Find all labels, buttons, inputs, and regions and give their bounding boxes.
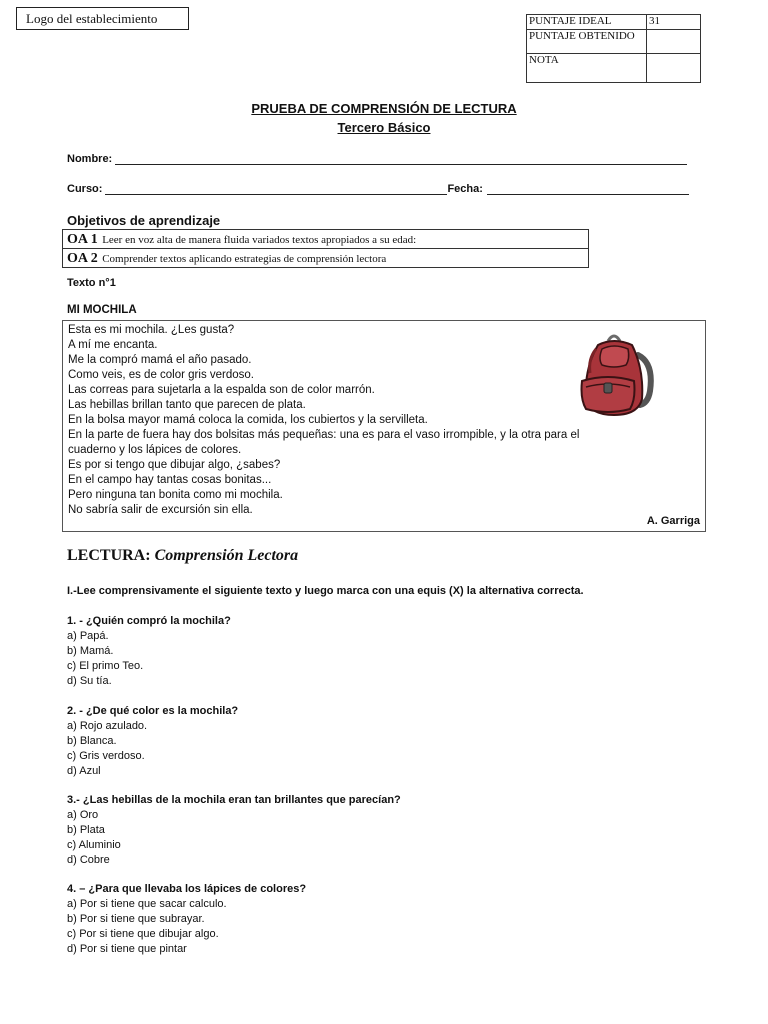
objective-code: OA 1 (67, 232, 98, 247)
obtained-score-label: PUNTAJE OBTENIDO (527, 30, 647, 54)
section-heading (67, 547, 298, 565)
ideal-score-label: PUNTAJE IDEAL (527, 15, 647, 30)
objectives-heading: Objetivos de aprendizaje (67, 213, 221, 228)
text-number: Texto n°1 (67, 277, 116, 289)
backpack-top-pocket (600, 346, 629, 367)
answer-option[interactable]: c) Por si tiene que dibujar algo. (67, 928, 219, 940)
objective-row (63, 230, 589, 249)
question-block (67, 614, 231, 689)
answer-option[interactable]: d) Cobre (67, 854, 110, 866)
course-date-row (67, 183, 689, 195)
backpack-illustration (568, 329, 660, 421)
poem-line: En la parte de fuera hay dos bolsitas más pequeñas: una es para el vaso irrompible, y la otra para el (68, 429, 580, 441)
objective-text: Comprender textos aplicando estrategias de comprensión lectora (102, 253, 387, 265)
instruction: I.-Lee comprensivamente el siguiente texto y luego marca con una equis (X) la alternativa correcta. (67, 585, 584, 597)
name-field-row (67, 153, 687, 165)
poem-line: Pero ninguna tan bonita como mi mochila. (68, 489, 283, 501)
objective-row (63, 249, 589, 268)
poem-line: A mí me encanta. (68, 339, 158, 351)
grade-value[interactable] (647, 54, 701, 83)
backpack-buckle (604, 383, 612, 393)
question-text: 4. – ¿Para que llevaba los lápices de colores? (67, 883, 307, 895)
section-label: LECTURA: (67, 547, 151, 564)
poem-line: En el campo hay tantas cosas bonitas... (68, 474, 272, 486)
ideal-score-value: 31 (647, 15, 701, 30)
answer-option[interactable]: b) Blanca. (67, 735, 117, 747)
course-label: Curso: (67, 183, 103, 195)
answer-option[interactable]: a) Por si tiene que sacar calculo. (67, 898, 227, 910)
page-title: PRUEBA DE COMPRENSIÓN DE LECTURA (251, 101, 517, 116)
question-block (67, 793, 401, 868)
poem-line: Como veis, es de color gris verdoso. (68, 369, 254, 381)
page-subtitle: Tercero Básico (337, 120, 431, 135)
answer-option[interactable]: b) Plata (67, 824, 105, 836)
answer-option[interactable]: d) Su tía. (67, 675, 112, 687)
question-text: 3.- ¿Las hebillas de la mochila eran tan brillantes que parecían? (67, 794, 401, 806)
score-table (526, 14, 701, 83)
date-label: Fecha: (447, 183, 483, 195)
reading-passage (62, 320, 706, 532)
text-title: MI MOCHILA (67, 304, 137, 316)
answer-option[interactable]: b) Mamá. (67, 645, 114, 657)
name-field[interactable] (115, 156, 687, 165)
answer-option[interactable]: a) Rojo azulado. (67, 720, 148, 732)
objective-code: OA 2 (67, 251, 98, 266)
logo-placeholder: Logo del establecimiento (16, 7, 189, 30)
answer-option[interactable]: d) Por si tiene que pintar (67, 943, 187, 955)
poem-line: cuaderno y los lápices de colores. (68, 444, 242, 456)
question-text: 2. - ¿De qué color es la mochila? (67, 705, 239, 717)
answer-option[interactable]: a) Oro (67, 809, 99, 821)
name-label: Nombre: (67, 153, 113, 165)
poem-line: Es por si tengo que dibujar algo, ¿sabes? (68, 459, 281, 471)
section-title: Comprensión Lectora (154, 547, 299, 564)
answer-option[interactable]: b) Por si tiene que subrayar. (67, 913, 205, 925)
question-text: 1. - ¿Quién compró la mochila? (67, 615, 231, 627)
backpack-front-pocket (582, 377, 635, 412)
objectives-table (62, 229, 589, 268)
poem-line: Me la compró mamá el año pasado. (68, 354, 252, 366)
poem-line: No sabría salir de excursión sin ella. (68, 504, 253, 516)
poem-line: Las hebillas brillan tanto que parecen de plata. (68, 399, 306, 411)
author: A. Garriga (646, 515, 700, 527)
question-block (67, 704, 238, 779)
poem-line: Esta es mi mochila. ¿Les gusta? (68, 324, 235, 336)
course-field[interactable] (105, 186, 447, 195)
obtained-score-value[interactable] (647, 30, 701, 54)
answer-option[interactable]: c) El primo Teo. (67, 660, 144, 672)
poem-line: Las correas para sujetarla a la espalda son de color marrón. (68, 384, 375, 396)
objective-text: Leer en voz alta de manera fluida variados textos apropiados a su edad: (102, 234, 417, 246)
date-field[interactable] (487, 186, 689, 195)
answer-option[interactable]: c) Aluminio (67, 839, 121, 851)
question-block (67, 882, 306, 957)
grade-label: NOTA (527, 54, 647, 83)
answer-option[interactable]: a) Papá. (67, 630, 109, 642)
answer-option[interactable]: c) Gris verdoso. (67, 750, 145, 762)
answer-option[interactable]: d) Azul (67, 765, 101, 777)
poem-line: En la bolsa mayor mamá coloca la comida, los cubiertos y la servilleta. (68, 414, 428, 426)
